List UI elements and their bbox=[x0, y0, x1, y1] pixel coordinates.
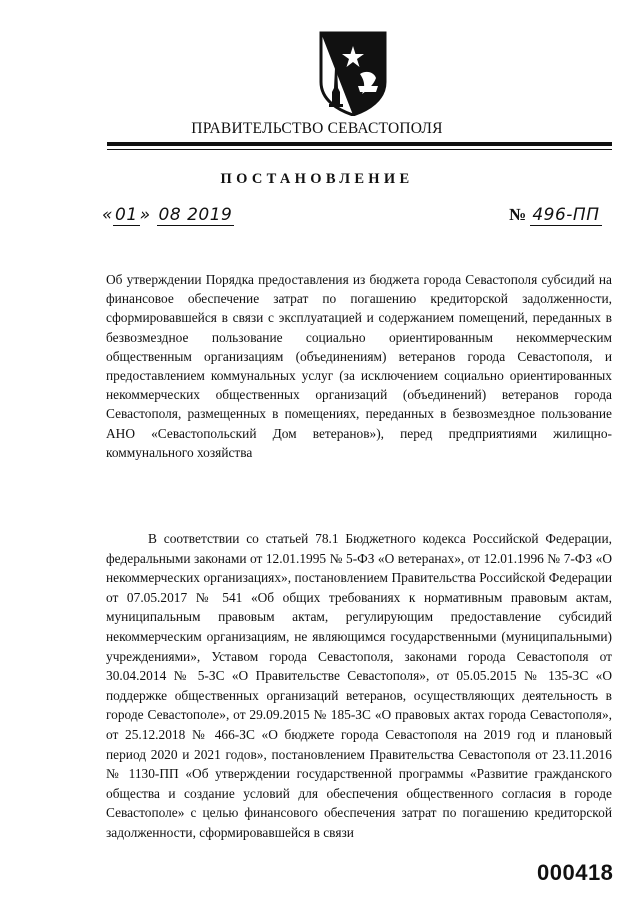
document-date bbox=[102, 205, 234, 225]
header-rule-thick bbox=[107, 142, 612, 146]
document-subject: Об утверждении Порядка предоставления из бюджета города Севастополя субсидий на финансовое обеспечение затрат по погашению кредиторской задолженности, сформировавшейся в связи с эксплуатацией и содержанием помещений, переданных в безвозмездное пользование социально ориентированным некоммерческим общественным организациям (объединениям) ветеранов города Севастополя, и предоставлением коммунальных услуг (за исключением социально ориентированных некоммерческих общественных организаций (объединений) ветеранов города Севастополя, размещенных в помещениях, переданных в безвозмездное пользование АНО «Севастопольский Дом ветеранов»), перед предприятиями жилищно-коммунального хозяйства bbox=[106, 272, 612, 460]
sevastopol-coat-of-arms-icon bbox=[318, 30, 388, 116]
document-type-heading: ПОСТАНОВЛЕНИЕ bbox=[220, 171, 414, 187]
document-number bbox=[509, 205, 602, 225]
number-prefix: № bbox=[509, 205, 527, 224]
header-rule-thin bbox=[107, 149, 612, 150]
government-title: ПРАВИТЕЛЬСТВО СЕВАСТОПОЛЯ bbox=[191, 120, 443, 137]
serial-number: 000418 bbox=[537, 860, 614, 885]
number-value: 496-ПП bbox=[532, 205, 600, 225]
date-open-quote: « bbox=[102, 205, 113, 225]
date-day: 01 bbox=[115, 205, 138, 225]
document-body: В соответствии со статьей 78.1 Бюджетного кодекса Российской Федерации, федеральными законами от 12.01.1995 № 5-ФЗ «О ветеранах», от 12.01.1996 № 7-ФЗ «О некоммерческих организациях», постановлением Правительства Российской Федерации от 07.05.2017 № 541 «Об общих требованиях к нормативным правовым актам, муниципальным правовым актам, регулирующим предоставление субсидий некоммерческим организациям, не являющимся государственными (муниципальными) учреждениями», Уставом города Севастополя, законами города Севастополя от 30.04.2014 № 5-ЗС «О Правительстве Севастополя», от 05.05.2015 № 135-ЗС «О поддержке общественных организаций ветеранов, осуществляющих деятельность в городе Севастополе», от 29.09.2015 № 185-ЗС «О правовых актах города Севастополя», от 25.12.2018 № 466-ЗС «О бюджете города Севастополя на 2019 год и плановый период 2020 и 2021 годов», постановлением Правительства Севастополя от 23.11.2016 № 1130-ПП «Об утверждении государственной программы «Развитие гражданского общества и создание условий для обеспечения общественного согласия в городе Севастополе» с целью финансового обеспечения затрат по погашению кредиторской задолженности, сформировавшейся в связи bbox=[106, 531, 612, 840]
date-month-year: 08 2019 bbox=[158, 205, 233, 225]
date-close-quote: » bbox=[139, 205, 151, 225]
